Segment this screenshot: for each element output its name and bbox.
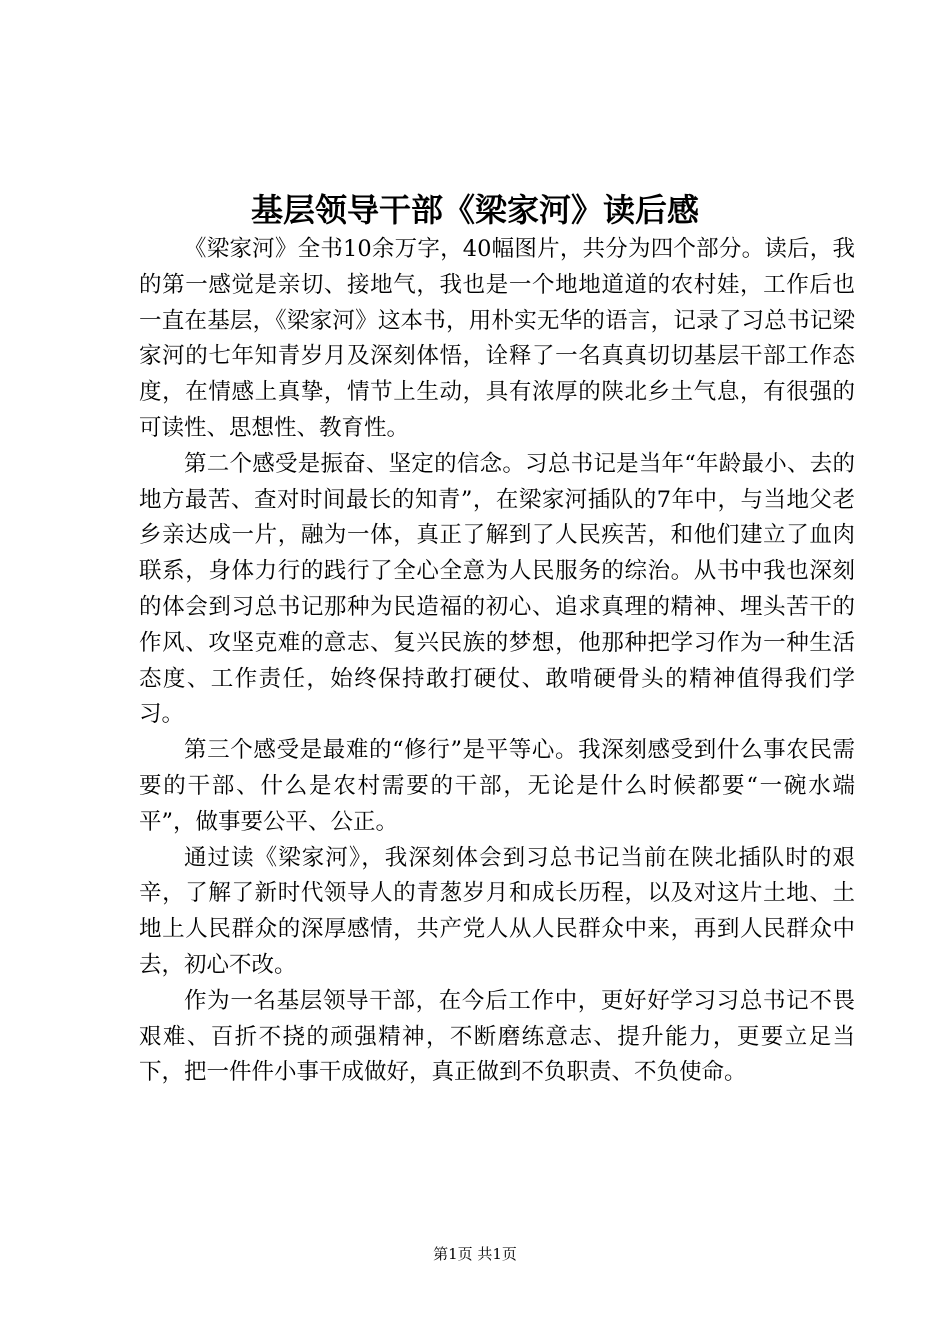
paragraph-4: 通过读《梁家河》，我深刻体会到习总书记当前在陕北插队时的艰辛，了解了新时代领导人的青葱岁月和成长历程，以及对这片土地、土地上人民群众的深厚感情，共产党人从人民群众中来，再到人民群众中去，初心不改。 xyxy=(139,844,855,978)
document-body xyxy=(139,232,855,1091)
paragraph-2: 第二个感受是振奋、坚定的信念。习总书记是当年“年龄最小、去的地方最苦、查对时间最长的知青”，在梁家河插队的7年中，与当地父老乡亲达成一片，融为一体，真正了解到了人民疾苦，和他们建立了血肉联系，身体力行的践行了全心全意为人民服务的综治。从书中我也深刻的体会到习总书记那种为民造福的初心、追求真理的精神、埋头苦干的作风、攻坚克难的意志、复兴民族的梦想，他那种把学习作为一种生活态度、工作责任，始终保持敢打硬仗、敢啃硬骨头的精神值得我们学习。 xyxy=(139,450,855,728)
page-footer: 第1页 共1页 xyxy=(433,1245,517,1263)
paragraph-1: 《梁家河》全书10余万字，40幅图片，共分为四个部分。读后，我的第一感觉是亲切、接地气，我也是一个地地道道的农村娃，工作后也一直在基层，《梁家河》这本书，用朴实无华的语言，记录了习总书记梁家河的七年知青岁月及深刻体悟，诠释了一名真真切切基层干部工作态度，在情感上真挚，情节上生动，具有浓厚的陕北乡土气息，有很强的可读性、思想性、教育性。 xyxy=(139,236,855,441)
paragraph-5: 作为一名基层领导干部，在今后工作中，更好好学习习总书记不畏艰难、百折不挠的顽强精神，不断磨练意志、提升能力，更要立足当下，把一件件小事干成做好，真正做到不负职责、不负使命。 xyxy=(139,987,855,1086)
document-title: 基层领导干部《梁家河》读后感 xyxy=(250,191,699,229)
paragraph-3: 第三个感受是最难的“修行”是平等心。我深刻感受到什么事农民需要的干部、什么是农村需要的干部，无论是什么时候都要“一碗水端平”，做事要公平、公正。 xyxy=(139,737,855,835)
